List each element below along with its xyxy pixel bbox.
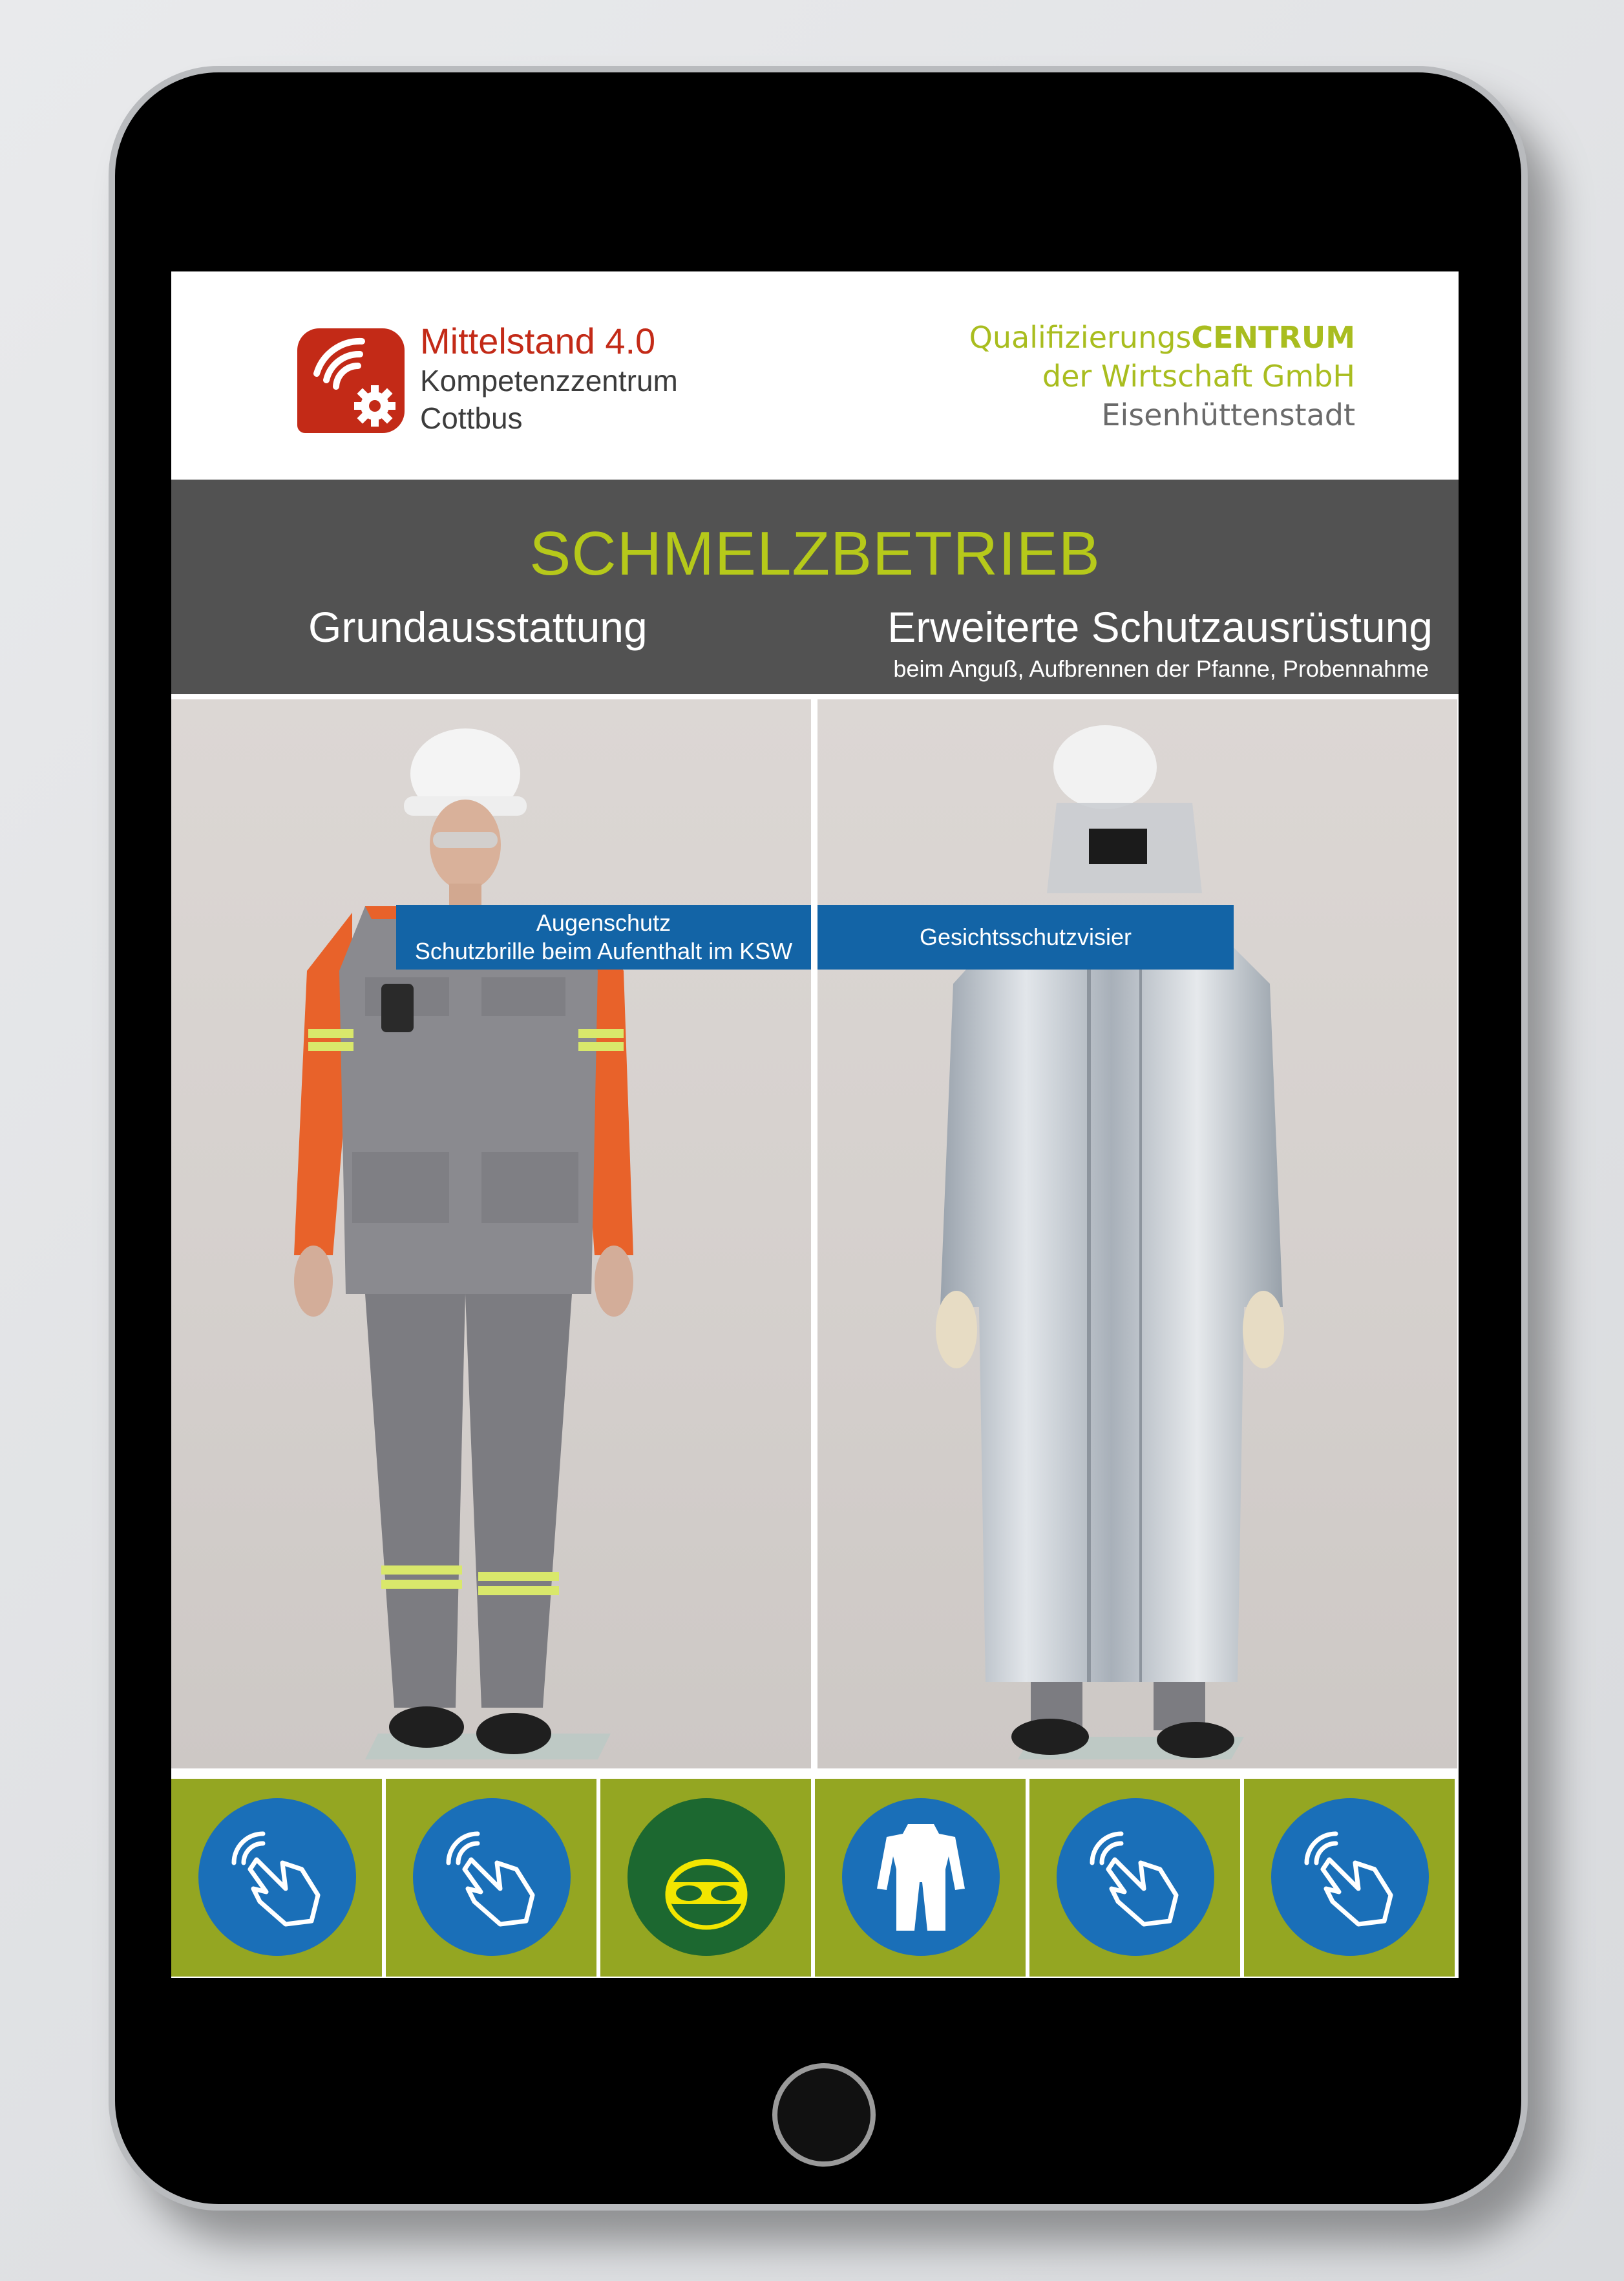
icon-cell-3[interactable] — [600, 1779, 811, 1977]
home-button[interactable] — [772, 2063, 876, 2167]
right-column-subheading: beim Anguß, Aufbrennen der Pfanne, Probennahme — [893, 655, 1429, 682]
right-column-heading: Erweiterte Schutzausrüstung — [887, 603, 1433, 651]
callout-eye-protection[interactable] — [396, 905, 811, 970]
section-banner — [171, 480, 1459, 694]
hand-pointer-icon[interactable] — [198, 1798, 356, 1956]
qcw-logo — [969, 318, 1355, 434]
logo-title: Mittelstand 4.0 — [420, 321, 656, 361]
qcw-line2: der Wirtschaft GmbH — [1042, 359, 1355, 394]
callout-left-text: Schutzbrille beim Aufenthalt im KSW — [414, 938, 793, 964]
icon-bar — [171, 1779, 1459, 1977]
coverall-icon[interactable] — [842, 1798, 1000, 1956]
icon-cell-5[interactable] — [1029, 1779, 1240, 1977]
hand-pointer-icon[interactable] — [413, 1798, 571, 1956]
page-title: SCHMELZBETRIEB — [529, 519, 1101, 588]
icon-cell-6[interactable] — [1244, 1779, 1455, 1977]
qcw-line3: Eisenhüttenstadt — [1101, 398, 1355, 432]
goggles-icon[interactable] — [627, 1798, 785, 1956]
qcw-line1: QualifizierungsCENTRUM — [969, 320, 1355, 355]
extended-equipment-photo — [817, 699, 1457, 1768]
icon-cell-1[interactable] — [171, 1779, 382, 1977]
callout-left-title: Augenschutz — [536, 909, 671, 936]
logo-header — [171, 271, 1459, 478]
left-column-heading: Grundausstattung — [308, 603, 648, 651]
logo-line3: Cottbus — [420, 401, 523, 435]
icon-cell-2[interactable] — [386, 1779, 596, 1977]
callout-face-shield[interactable]: Gesichtsschutzvisier — [817, 905, 1234, 970]
wifi-gear-icon — [297, 328, 405, 433]
logo-line2: Kompetenzzentrum — [420, 364, 678, 398]
hand-pointer-icon[interactable] — [1271, 1798, 1429, 1956]
app-screen — [171, 271, 1459, 1978]
hand-pointer-icon[interactable] — [1057, 1798, 1214, 1956]
basic-equipment-photo — [171, 699, 811, 1768]
mittelstand-logo — [297, 321, 717, 437]
mittelstand-text — [420, 321, 678, 437]
icon-cell-4[interactable] — [815, 1779, 1026, 1977]
